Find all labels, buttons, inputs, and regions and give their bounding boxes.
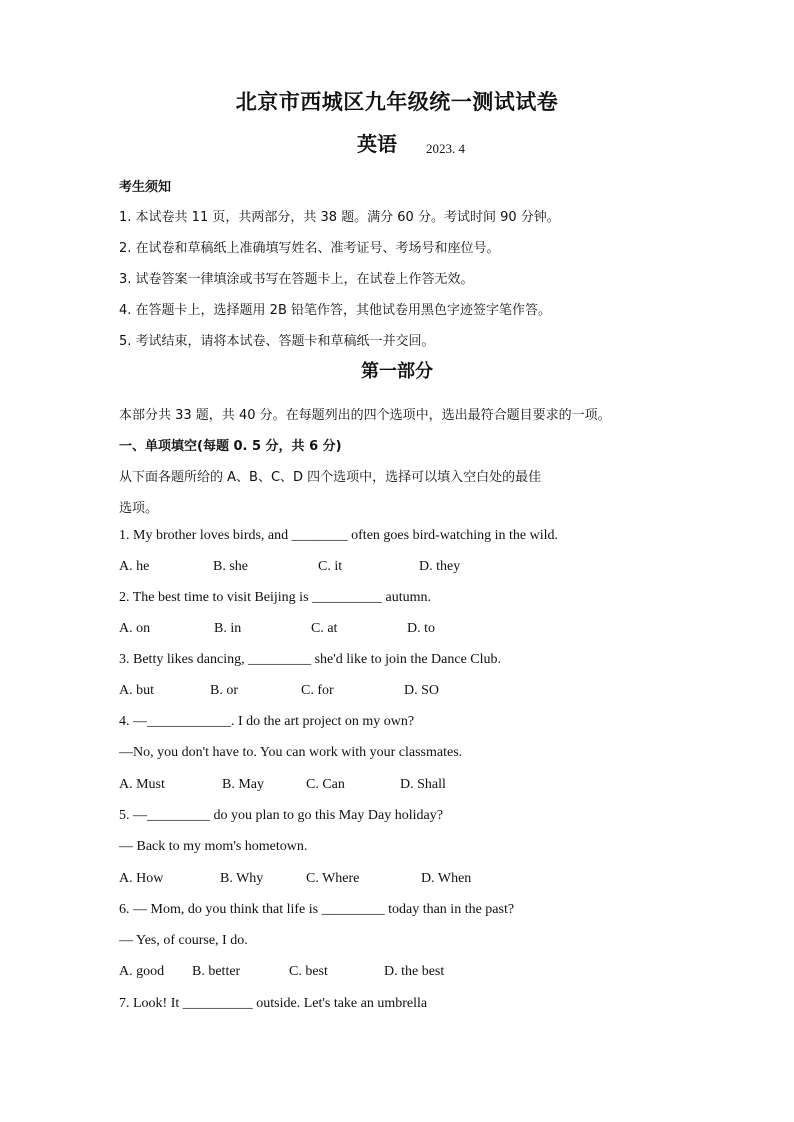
question-reply: —No, you don't have to. You can work with your classmates. [119,745,463,760]
option-b: B. in [214,621,242,636]
exam-date: 2023. 4 [426,141,465,156]
section-instruction: 选项。 [119,501,159,516]
notice-item: 5. 考试结束，请将本试卷、答题卡和草稿纸一并交回。 [119,334,435,349]
option-a: A. good [119,964,165,979]
option-c: C. Where [306,871,360,886]
section-heading: 一、单项填空(每题 0. 5 分，共 6 分) [119,439,342,454]
question-reply: — Back to my mom's hometown. [119,839,308,854]
question-stem: 2. The best time to visit Beijing is __________ autumn. [119,590,432,605]
option-b: B. Why [220,871,264,886]
question-stem: 6. — Mom, do you think that life is _________ today than in the past? [119,902,515,917]
option-c: C. Can [306,777,345,792]
answer-options [119,871,679,891]
question-stem: 5. —_________ do you plan to go this May Day holiday? [119,808,443,823]
subject-title: 英语 [357,132,397,156]
answer-options [119,559,679,579]
option-c: C. it [318,559,343,574]
option-a: A. but [119,683,154,698]
answer-options [119,621,679,641]
notice-item: 3. 试卷答案一律填涂或书写在答题卡上，在试卷上作答无效。 [119,272,474,287]
option-b: B. better [192,964,241,979]
notice-item: 1. 本试卷共 11 页，共两部分，共 38 题。满分 60 分。考试时间 90 分钟。 [119,210,560,225]
option-b: B. May [222,777,264,792]
notice-item: 2. 在试卷和草稿纸上准确填写姓名、准考证号、考场号和座位号。 [119,241,500,256]
option-d: D. the best [384,964,445,979]
exam-title: 北京市西城区九年级统一测试试卷 [235,90,559,114]
question-stem: 7. Look! It __________ outside. Let's take an umbrella [119,996,428,1011]
option-b: B. or [210,683,238,698]
answer-options [119,777,679,797]
option-d: D. they [419,559,461,574]
question-stem: 4. —____________. I do the art project on my own? [119,714,415,729]
option-d: D. to [407,621,435,636]
notice-item: 4. 在答题卡上，选择题用 2B 铅笔作答，其他试卷用黑色字迹签字笔作答。 [119,303,551,318]
notice-heading: 考生须知 [119,180,172,195]
option-c: C. for [301,683,334,698]
question-stem: 1. My brother loves birds, and ________ often goes bird-watching in the wild. [119,528,558,543]
option-d: D. SO [404,683,440,698]
option-c: C. at [311,621,338,636]
option-a: A. on [119,621,151,636]
question-stem: 3. Betty likes dancing, _________ she'd like to join the Dance Club. [119,652,502,667]
option-b: B. she [213,559,248,574]
question-reply: — Yes, of course, I do. [119,933,248,948]
option-d: D. When [421,871,472,886]
option-c: C. best [289,964,328,979]
section-instruction: 从下面各题所给的 A、B、C、D 四个选项中，选择可以填入空白处的最佳 [119,470,542,485]
option-a: A. How [119,871,164,886]
option-a: A. Must [119,777,165,792]
part-title: 第一部分 [361,361,433,382]
answer-options [119,964,679,984]
option-a: A. he [119,559,150,574]
option-d: D. Shall [400,777,446,792]
part-intro: 本部分共 33 题，共 40 分。在每题列出的四个选项中，选出最符合题目要求的一项。 [119,408,611,423]
answer-options [119,683,679,703]
